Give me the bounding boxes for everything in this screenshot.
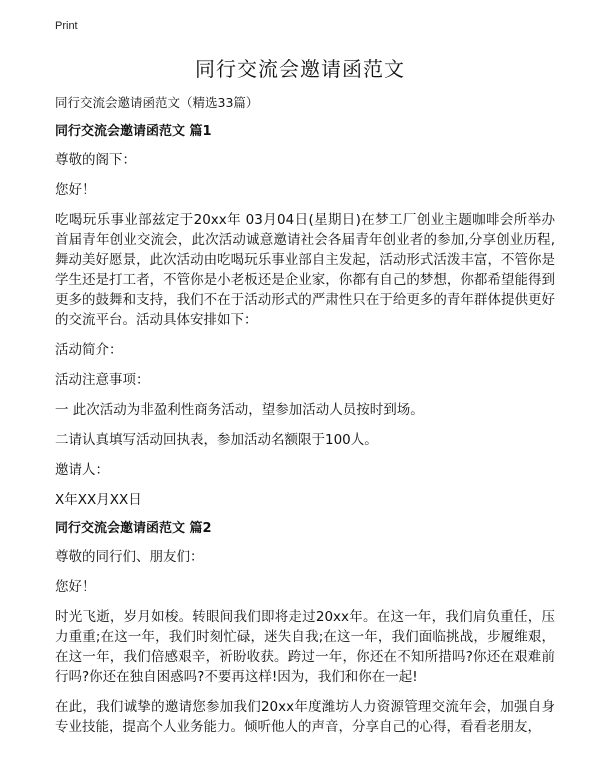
body-paragraph: 时光飞逝，岁月如梭。转眼间我们即将走过20xx年。在这一年，我们肩负重任，压力重重;在这一年，我们时刻忙碌，迷失自我;在这一年，我们面临挑战，步履维艰，在这一年，我们倍感艰辛，祈盼收获。跨过一年，你还在不知所措吗?你还在艰难前行吗?你还在独自困惑吗?不要再这样!因为，我们和你在一起! (55, 609, 555, 685)
page-title: 同行交流会邀请函范文 (195, 57, 405, 81)
body-paragraph: 二请认真填写活动回执表，参加活动名额限于100人。 (55, 432, 378, 448)
section-heading: 同行交流会邀请函范文 篇1 (55, 124, 212, 139)
section-heading: 同行交流会邀请函范文 篇2 (55, 521, 212, 536)
body-paragraph: 活动注意事项： (55, 372, 150, 388)
document-subtitle: 同行交流会邀请函范文（精选33篇） (55, 95, 259, 110)
body-paragraph: 吃喝玩乐事业部兹定于20xx年 03月04日(星期日)在梦工厂创业主题咖啡会所举办首届青年创业交流会，此次活动诚意邀请社会各届青年创业者的参加,分享创业历程,舞动美好愿景，此次活动由吃喝玩乐事业部自主发起，活动形式活泼丰富，不管你是学生还是打工者，不管你是小老板还是企业家，你都有自己的梦想，你都希望能得到更多的鼓舞和支持，我们不在于活动形式的严肃性只在于给更多的青年群体提供更好的交流平台。活动具体安排如下： (55, 212, 555, 328)
body-paragraph: 一 此次活动为非盈利性商务活动，望参加活动人员按时到场。 (55, 402, 424, 418)
inviter-label: 邀请人： (55, 462, 109, 478)
greeting: 您好！ (55, 182, 96, 198)
print-link[interactable]: Print (55, 20, 78, 32)
date-line: X年XX月XX日 (55, 492, 142, 508)
salutation: 尊敬的同行们、朋友们： (55, 549, 204, 565)
salutation: 尊敬的阁下： (55, 152, 136, 168)
document-body (55, 93, 555, 747)
body-paragraph: 在此，我们诚挚的邀请您参加我们20xx年度潍坊人力资源管理交流年会，加强自身专业技能，提高个人业务能力。倾听他人的声音，分享自己的心得，看看老朋友， (55, 699, 555, 735)
greeting: 您好！ (55, 579, 96, 595)
body-paragraph: 活动简介： (55, 342, 123, 358)
